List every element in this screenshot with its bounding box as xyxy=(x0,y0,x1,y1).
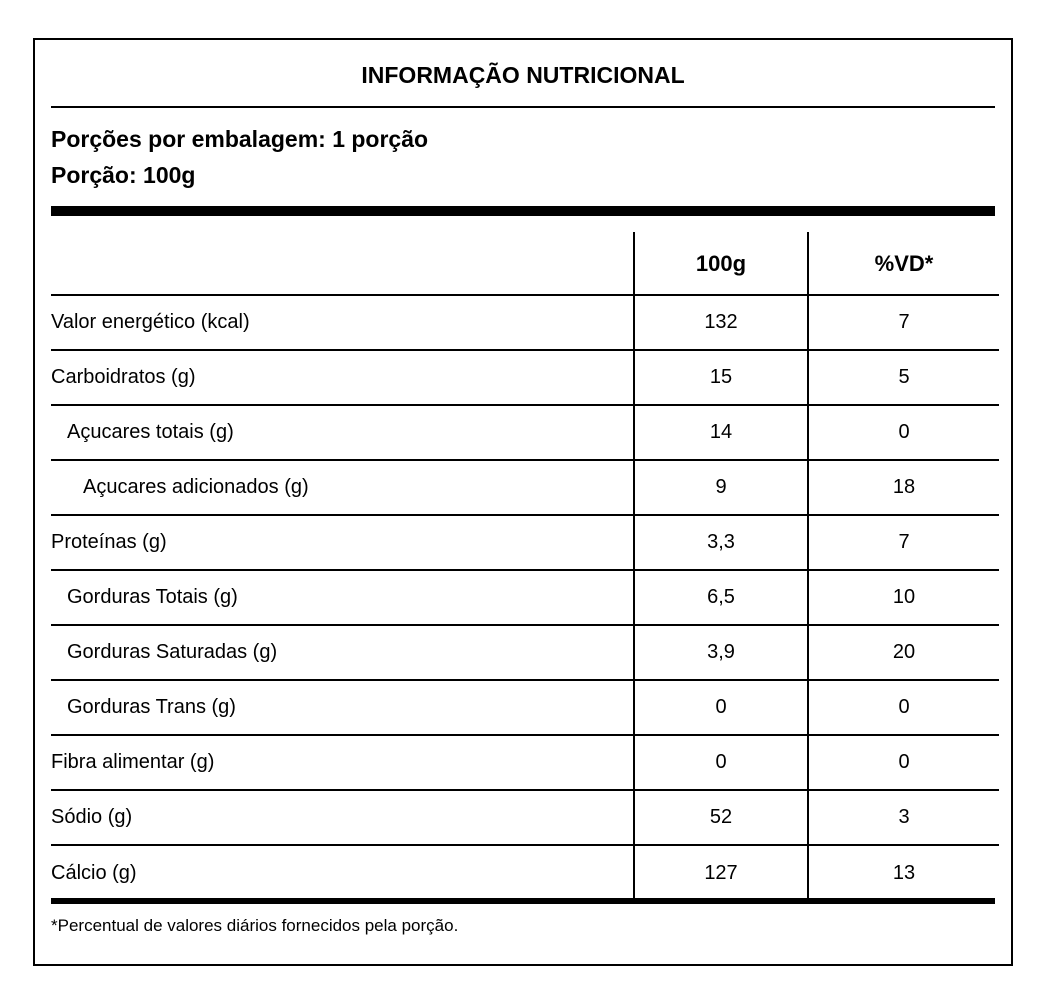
header-nutrient xyxy=(51,232,633,294)
nutrient-daily-value: 18 xyxy=(807,461,999,514)
nutrient-value: 127 xyxy=(633,846,807,901)
nutrient-daily-value: 0 xyxy=(807,681,999,734)
nutrient-value: 3,9 xyxy=(633,626,807,679)
nutrient-name: Fibra alimentar (g) xyxy=(51,751,215,773)
table-row xyxy=(51,846,999,901)
nutrient-name: Valor energético (kcal) xyxy=(51,311,250,333)
nutrient-daily-value: 0 xyxy=(807,406,999,459)
nutrient-daily-value: 3 xyxy=(807,791,999,844)
nutrient-name: Carboidratos (g) xyxy=(51,366,196,388)
nutrient-name: Gorduras Trans (g) xyxy=(67,696,236,718)
panel-title: INFORMAÇÃO NUTRICIONAL xyxy=(361,62,685,88)
nutrient-value: 0 xyxy=(633,681,807,734)
table-row xyxy=(51,516,999,571)
nutrient-name: Sódio (g) xyxy=(51,806,133,828)
nutrient-value: 14 xyxy=(633,406,807,459)
nutrient-name: Gorduras Totais (g) xyxy=(67,586,238,608)
nutrient-daily-value: 10 xyxy=(807,571,999,624)
nutrient-value: 132 xyxy=(633,296,807,349)
nutrient-value: 0 xyxy=(633,736,807,789)
nutrient-daily-value: 20 xyxy=(807,626,999,679)
title-divider xyxy=(51,106,995,108)
header-100g: 100g xyxy=(633,232,807,294)
nutrient-value: 15 xyxy=(633,351,807,404)
nutrient-daily-value: 7 xyxy=(807,296,999,349)
nutrient-name: Açucares totais (g) xyxy=(67,421,234,443)
table-row xyxy=(51,296,999,351)
table-header-row xyxy=(51,232,999,296)
nutrient-name: Gorduras Saturadas (g) xyxy=(67,641,278,663)
serving-size: Porção: 100g xyxy=(51,162,196,188)
table-row xyxy=(51,791,999,846)
nutrient-name: Açucares adicionados (g) xyxy=(83,476,309,498)
table-row xyxy=(51,406,999,461)
table-row xyxy=(51,626,999,681)
table-row xyxy=(51,571,999,626)
nutrient-value: 52 xyxy=(633,791,807,844)
nutrient-daily-value: 7 xyxy=(807,516,999,569)
table-row xyxy=(51,736,999,791)
nutrition-facts-panel xyxy=(33,38,1013,966)
table-bottom-divider xyxy=(51,898,995,904)
nutrient-name: Cálcio (g) xyxy=(51,862,137,884)
table-row xyxy=(51,461,999,516)
table-row xyxy=(51,681,999,736)
nutrient-value: 6,5 xyxy=(633,571,807,624)
nutrient-daily-value: 0 xyxy=(807,736,999,789)
serving-divider-thick xyxy=(51,206,995,216)
nutrient-daily-value: 5 xyxy=(807,351,999,404)
nutrition-table xyxy=(51,232,999,901)
nutrient-value: 9 xyxy=(633,461,807,514)
footnote: *Percentual de valores diários fornecidos pela porção. xyxy=(51,916,459,935)
servings-per-package: Porções por embalagem: 1 porção xyxy=(51,126,429,152)
nutrient-name: Proteínas (g) xyxy=(51,531,167,553)
table-row xyxy=(51,351,999,406)
nutrient-value: 3,3 xyxy=(633,516,807,569)
nutrient-daily-value: 13 xyxy=(807,846,999,901)
header-daily-value: %VD* xyxy=(807,232,999,294)
